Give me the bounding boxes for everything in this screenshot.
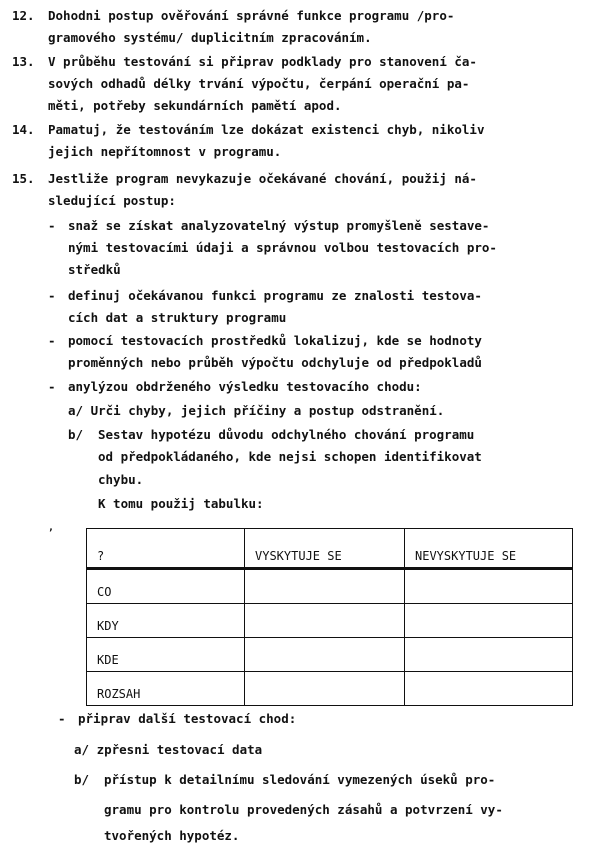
table-header-row — [87, 529, 573, 569]
item-12-line-2: gramového systému/ duplicitním zpracováním. — [48, 30, 372, 45]
bullet-2-line-1: definuj očekávanou funkci programu ze znalosti testova- — [68, 288, 482, 303]
after-table-b-line-2: gramu pro kontrolu provedených zásahů a potvrzení vy- — [104, 802, 503, 817]
item-14-line-2: jejich nepřítomnost v programu. — [48, 144, 282, 159]
after-table-dash: - — [58, 711, 66, 726]
item-13-line-1: V průběhu testování si připrav podklady pro stanovení ča- — [48, 54, 477, 69]
item-13-number: 13. — [12, 54, 35, 69]
table-cell — [405, 672, 573, 706]
after-table-b-line-3: tvořených hypotéz. — [104, 828, 240, 843]
item-14-line-1: Pamatuj, že testováním lze dokázat existenci chyb, nikoliv — [48, 122, 485, 137]
table-cell — [245, 672, 405, 706]
table-header-cell: ? — [87, 529, 245, 569]
stray-comma-mark: , — [48, 522, 55, 533]
table-row — [87, 672, 573, 706]
after-table-b-line-1: přístup k detailnímu sledování vymezených úseků pro- — [104, 772, 496, 787]
occurrence-table — [86, 528, 573, 706]
after-table-b-label: b/ — [74, 772, 90, 787]
sub-item-b-line-1: Sestav hypotézu důvodu odchylného chování programu — [98, 427, 475, 442]
item-14-number: 14. — [12, 122, 35, 137]
item-12-number: 12. — [12, 8, 35, 23]
table-cell — [245, 604, 405, 638]
item-12-line-1: Dohodni postup ověřování správné funkce programu /pro- — [48, 8, 455, 23]
bullet-1-line-1: snaž se získat analyzovatelný výstup promyšleně sestave- — [68, 218, 490, 233]
table-cell — [405, 569, 573, 604]
bullet-dash: - — [48, 218, 56, 233]
table-row-label: ROZSAH — [87, 672, 245, 706]
bullet-dash: - — [48, 333, 56, 348]
sub-item-b-label: b/ — [68, 427, 84, 442]
table-row — [87, 569, 573, 604]
table-cell — [245, 638, 405, 672]
table-row — [87, 638, 573, 672]
table-cell — [245, 569, 405, 604]
item-13-line-2: sových odhadů délky trvání výpočtu, čerpání operační pa- — [48, 76, 470, 91]
after-table-a: a/ zpřesni testovací data — [74, 742, 263, 757]
bullet-4-line-1: anylýzou obdrženého výsledku testovacího chodu: — [68, 379, 422, 394]
bullet-3-line-2: proměnných nebo průběh výpočtu odchyluje od předpokladů — [68, 355, 482, 370]
item-15-line-1: Jestliže program nevykazuje očekávané chování, použij ná- — [48, 171, 477, 186]
table-row — [87, 604, 573, 638]
sub-item-b-line-2: od předpokládaného, kde nejsi schopen identifikovat — [98, 449, 482, 464]
table-header-cell: VYSKYTUJE SE — [245, 529, 405, 569]
item-15-number: 15. — [12, 171, 35, 186]
bullet-3-line-1: pomocí testovacích prostředků lokalizuj, kde se hodnoty — [68, 333, 482, 348]
bullet-dash: - — [48, 288, 56, 303]
sub-item-b-line-3: chybu. — [98, 472, 144, 487]
bullet-dash: - — [48, 379, 56, 394]
table-row-label: KDE — [87, 638, 245, 672]
item-13-line-3: měti, potřeby sekundárních pamětí apod. — [48, 98, 342, 113]
table-row-label: KDY — [87, 604, 245, 638]
item-15-line-2: sledující postup: — [48, 193, 176, 208]
table-cell — [405, 604, 573, 638]
sub-item-a: a/ Urči chyby, jejich příčiny a postup odstranění. — [68, 403, 445, 418]
bullet-1-line-2: nými testovacími údaji a správnou volbou testovacích pro- — [68, 240, 497, 255]
table-row-label: CO — [87, 569, 245, 604]
table-intro: K tomu použij tabulku: — [98, 496, 264, 511]
table-header-cell: NEVYSKYTUJE SE — [405, 529, 573, 569]
bullet-2-line-2: cích dat a struktury programu — [68, 310, 287, 325]
table-cell — [405, 638, 573, 672]
after-table-text: připrav další testovací chod: — [78, 711, 297, 726]
bullet-1-line-3: středků — [68, 262, 121, 277]
